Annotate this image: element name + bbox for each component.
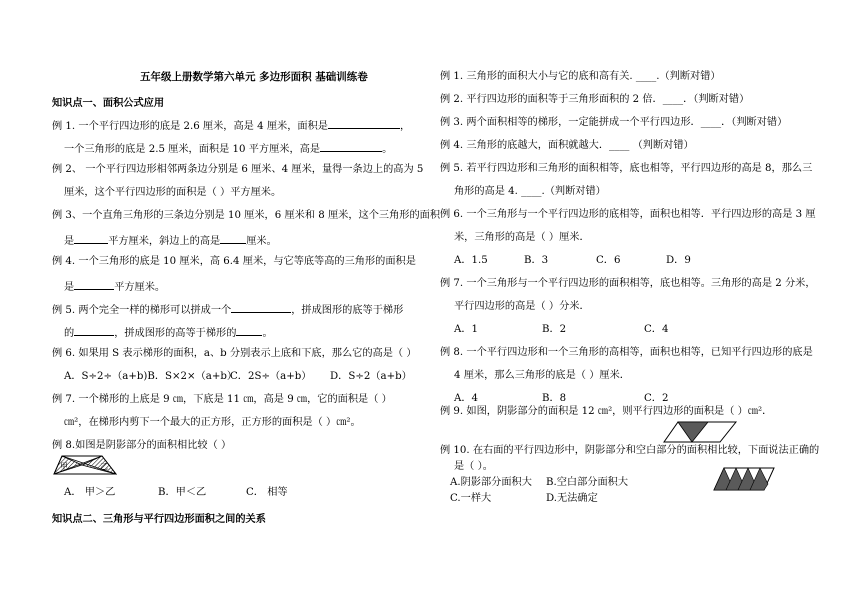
rq8-line-1: 例 8. 一个平行四边形和一个三角形的高相等，面积也相等，已知平行四边形的底是	[440, 347, 813, 358]
question-8-option-a: A． 甲＞乙	[64, 487, 116, 498]
rq7-option-c: C．4	[644, 324, 669, 335]
rq6-line-1: 例 6. 一个三角形与一个平行四边形的底相等，面积也相等．平行四边形的高是 3 厘	[440, 209, 816, 220]
trapezoid-figure	[52, 454, 118, 476]
question-7-line-1: 例 7. 一个梯形的上底是 9 ㎝，下底是 11 ㎝，高是 9 ㎝，它的面积是（ ）	[52, 394, 392, 405]
question-4-line-1: 例 4. 一个三角形的底是 10 厘米，高 6.4 厘米，与它等底等高的三角形的面积是	[52, 256, 416, 267]
question-1-line-2	[64, 140, 392, 157]
rq10-line-2: 是（ ）。	[454, 461, 493, 472]
answer-blank[interactable]	[231, 301, 291, 313]
rq6-line-2: 米，三角形的高是（ ）厘米．	[454, 232, 590, 243]
rq5-line-2: 角形的高是 4. ____.（判断对错）	[454, 186, 606, 197]
answer-blank[interactable]	[320, 140, 382, 152]
q4b-text-2: 平方厘米。	[114, 282, 166, 293]
answer-blank[interactable]	[328, 117, 400, 129]
question-4-line-2	[64, 278, 165, 295]
question-5-line-1	[52, 301, 403, 318]
rq8-option-a: A．4	[454, 393, 479, 404]
rq4: 例 4. 三角形的底越大，面积就越大．____ （判断对错）	[440, 140, 694, 151]
rq2: 例 2. 平行四边形的面积等于三角形面积的 2 倍．____．（判断对错）	[440, 94, 750, 105]
rq6-option-d: D．9	[666, 255, 691, 266]
question-6-option-ab: A．S÷2÷（a+b)B．S×2×（a+b）	[64, 371, 238, 382]
question-3-line-2	[64, 232, 277, 249]
rq10-option-d: D.无法确定	[546, 493, 598, 504]
section-heading-1: 知识点一、面积公式应用	[52, 97, 165, 109]
rq10-line-1: 例 10. 在右面的平行四边形中，阴影部分和空白部分的面积相比较，下面说法正确的	[440, 445, 820, 456]
answer-blank[interactable]	[236, 324, 262, 336]
question-8-option-b: B．甲＜乙	[158, 487, 207, 498]
label-jia: 甲	[60, 462, 68, 471]
q3b-text-1: 是	[64, 236, 75, 247]
page-title: 五年级上册数学第六单元 多边形面积 基础训练卷	[140, 71, 368, 83]
q1a-end: ，	[399, 121, 411, 132]
q3b-text-3: 厘米。	[246, 236, 277, 247]
rq8-option-b: B．8	[542, 393, 567, 404]
rq7-line-2: 平行四边形的高是（ ）分米．	[454, 301, 590, 312]
answer-blank[interactable]	[74, 324, 114, 336]
question-6-option-c: C．2S÷（a+b）	[230, 371, 312, 382]
answer-blank[interactable]	[74, 278, 114, 290]
rq5-line-1: 例 5. 若平行四边形和三角形的面积相等，底也相等，平行四边形的高是 8，那么三	[440, 163, 813, 174]
question-6-text: 例 6. 如果用 S 表示梯形的面积，a、b 分别表示上底和下底，那么它的高是（ ）	[52, 348, 417, 359]
parallelogram-figure-q9	[662, 420, 738, 444]
rq8-option-c: C．2	[644, 393, 669, 404]
q1b-end: 。	[382, 144, 393, 155]
question-8-text: 例 8.如图是阴影部分的面积相比较（ ）	[52, 440, 232, 451]
q1a-text: 例 1. 一个平行四边形的底是 2.6 厘米，高是 4 厘米，面积是	[52, 121, 328, 132]
question-1-line-1	[52, 117, 410, 134]
parallelogram-figure-q10	[712, 466, 776, 492]
label-yi: 乙	[100, 462, 108, 471]
rq7-option-a: A．1	[454, 324, 479, 335]
q5b-text-2: ，拼成图形的高等于梯形的	[114, 328, 237, 339]
rq7-line-1: 例 7. 一个三角形与一个平行四边形的面积相等，底也相等。三角形的高是 2 分米，	[440, 278, 816, 289]
q5b-text-3: 。	[262, 328, 273, 339]
question-2-line-2: 厘米，这个平行四边形的面积是（ ）平方厘米。	[64, 187, 282, 198]
rq10-option-c: C.一样大	[450, 493, 492, 504]
q3b-text-2: 平方厘米，斜边上的高是	[108, 236, 221, 247]
rq9: 例 9. 如图，阴影部分的面积是 12 ㎝²，则平行四边形的面积是（ ）㎝²．	[440, 406, 773, 417]
question-8-option-c: C． 相等	[246, 487, 288, 498]
q5b-text-1: 的	[64, 328, 75, 339]
rq10-option-a: A.阴影部分面积大	[450, 477, 532, 488]
question-7-line-2: ㎝²，在梯形内剪下一个最大的正方形，正方形的面积是（ ）㎝²。	[64, 417, 361, 428]
rq10-option-b: B.空白部分面积大	[546, 477, 629, 488]
question-3-line-1: 例 3、一个直角三角形的三条边分别是 10 厘米，6 厘米和 8 厘米，这个三角形的面积	[52, 210, 441, 221]
rq7-option-b: B．2	[542, 324, 567, 335]
q5a-text-2: ，拼成图形的底等于梯形	[291, 305, 404, 316]
q5a-text-1: 例 5. 两个完全一样的梯形可以拼成一个	[52, 305, 232, 316]
question-5-line-2	[64, 324, 273, 341]
section-heading-2: 知识点二、三角形与平行四边形面积之间的关系	[52, 513, 266, 525]
rq6-option-a: A．1.5	[454, 255, 488, 266]
q1b-text: 一个三角形的底是 2.5 厘米，面积是 10 平方厘米，高是	[64, 144, 321, 155]
answer-blank[interactable]	[220, 232, 246, 244]
question-6-option-d: D．S÷2（a+b）	[330, 371, 412, 382]
rq6-option-b: B．3	[524, 255, 549, 266]
rq3: 例 3. 两个面积相等的梯形，一定能拼成一个平行四边形．____．（判断对错）	[440, 117, 788, 128]
answer-blank[interactable]	[74, 232, 108, 244]
rq1: 例 1. 三角形的面积大小与它的底和高有关. ____.（判断对错）	[440, 71, 721, 82]
q4b-text-1: 是	[64, 282, 75, 293]
rq6-option-c: C．6	[596, 255, 621, 266]
rq8-line-2: 4 厘米，那么三角形的底是（ ）厘米．	[454, 370, 630, 381]
question-2-line-1: 例 2、 一个平行四边形相邻两条边分别是 6 厘米、4 厘米，量得一条边上的高为 5	[52, 164, 424, 175]
